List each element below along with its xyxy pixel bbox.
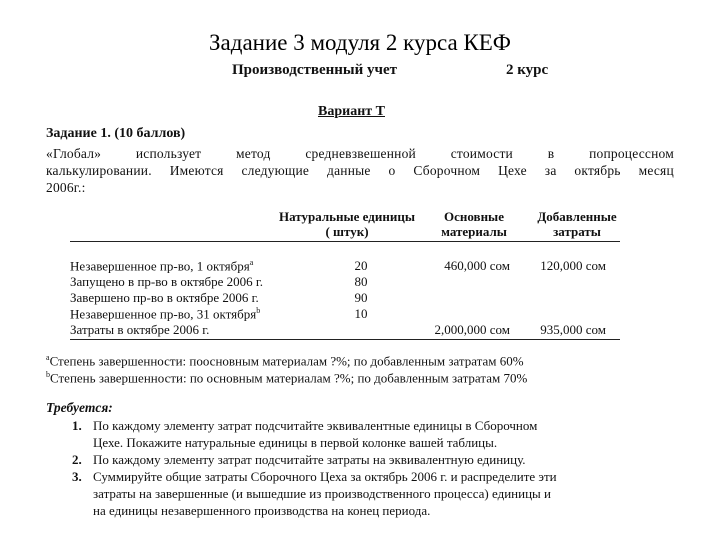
row-label: Незавершенное пр-во, 31 октября$^b$ <box>70 306 261 322</box>
units-cell: 10 <box>354 306 368 321</box>
variant-label: Вариант Т <box>318 104 385 119</box>
intro-word: Имеются <box>169 163 224 178</box>
table-header-rule <box>70 241 620 242</box>
intro-word: калькулировании. <box>46 163 152 178</box>
requirement-number: 3. <box>72 469 82 484</box>
requirement-number: 1. <box>72 418 82 433</box>
requirement-3-line-2: затраты на завершенные (и вышедшие из производственного процесса) единицы и <box>93 486 551 501</box>
intro-word: использует <box>135 146 202 161</box>
table-bottom-rule <box>70 339 620 340</box>
row-label: Затраты в октябре 2006 г. <box>70 322 210 337</box>
intro-word: в <box>547 146 555 161</box>
requirement-1-line-1: По каждому элементу затрат подсчитайте эквивалентные единицы в Сборочном <box>93 418 538 433</box>
materials-cell: 2,000,000 сом <box>434 322 510 337</box>
course-name: Производственный учет <box>232 62 397 78</box>
col-header-units: Натуральные единицы ( штук) <box>279 209 415 239</box>
row-label: Незавершенное пр-во, 1 октября$^a$ <box>70 258 254 274</box>
intro-word: средневзвешенной <box>305 146 416 161</box>
requirement-3-line-3: на единицы незавершенного производства на конец периода. <box>93 503 431 518</box>
col-header-added: Добавленные затраты <box>537 209 617 239</box>
requirement-2-line-1: По каждому элементу затрат подсчитайте затраты на эквивалентную единицу. <box>93 452 526 467</box>
course-year: 2 курс <box>506 62 549 78</box>
intro-word: следующие <box>241 163 310 178</box>
intro-word: данные <box>327 163 371 178</box>
task-title: Задание 1. (10 баллов) <box>46 126 186 141</box>
intro-line-1 <box>46 146 674 162</box>
units-cell: 80 <box>354 274 368 289</box>
slide-title: Задание 3 модуля 2 курса КЕФ <box>209 30 511 55</box>
intro-word: октябрь <box>574 163 621 178</box>
intro-word: месяц <box>638 163 674 178</box>
intro-word: «Глобал» <box>46 146 102 161</box>
intro-word: стоимости <box>450 146 513 161</box>
requirement-3-line-1: Суммируйте общие затраты Сборочного Цеха за октябрь 2006 г. и распределите эти <box>93 469 557 484</box>
units-cell: 90 <box>354 290 368 305</box>
row-label: Запущено в пр-во в октябре 2006 г. <box>70 274 264 289</box>
intro-word: Сборочном <box>413 163 481 178</box>
intro-word: попроцессном <box>589 146 674 161</box>
units-cell: 20 <box>354 258 368 273</box>
materials-cell: 460,000 сом <box>444 258 510 273</box>
col-header-materials: Основные материалы <box>441 209 507 239</box>
requirements-title: Требуется: <box>46 400 113 415</box>
added-cell: 935,000 сом <box>540 322 606 337</box>
intro-word: метод <box>236 146 271 161</box>
requirement-1-line-2: Цехе. Покажите натуральные единицы в первой колонке вашей таблицы. <box>93 435 498 450</box>
intro-line-2 <box>46 163 674 179</box>
intro-word: Цехе <box>498 163 527 178</box>
row-label: Завершено пр-во в октябре 2006 г. <box>70 290 259 305</box>
intro-word: за <box>544 163 557 178</box>
intro-word: о <box>388 163 396 178</box>
requirement-number: 2. <box>72 452 82 467</box>
footnote-b: $^b$Степень завершенности: по основным материалам ?%; по добавленным затратам 70% <box>46 370 528 386</box>
added-cell: 120,000 сом <box>540 258 606 273</box>
footnote-a: $^a$Степень завершенности: поосновным материалам ?%; по добавленным затратам 60% <box>46 353 524 369</box>
intro-line-3: 2006г.: <box>46 180 86 195</box>
